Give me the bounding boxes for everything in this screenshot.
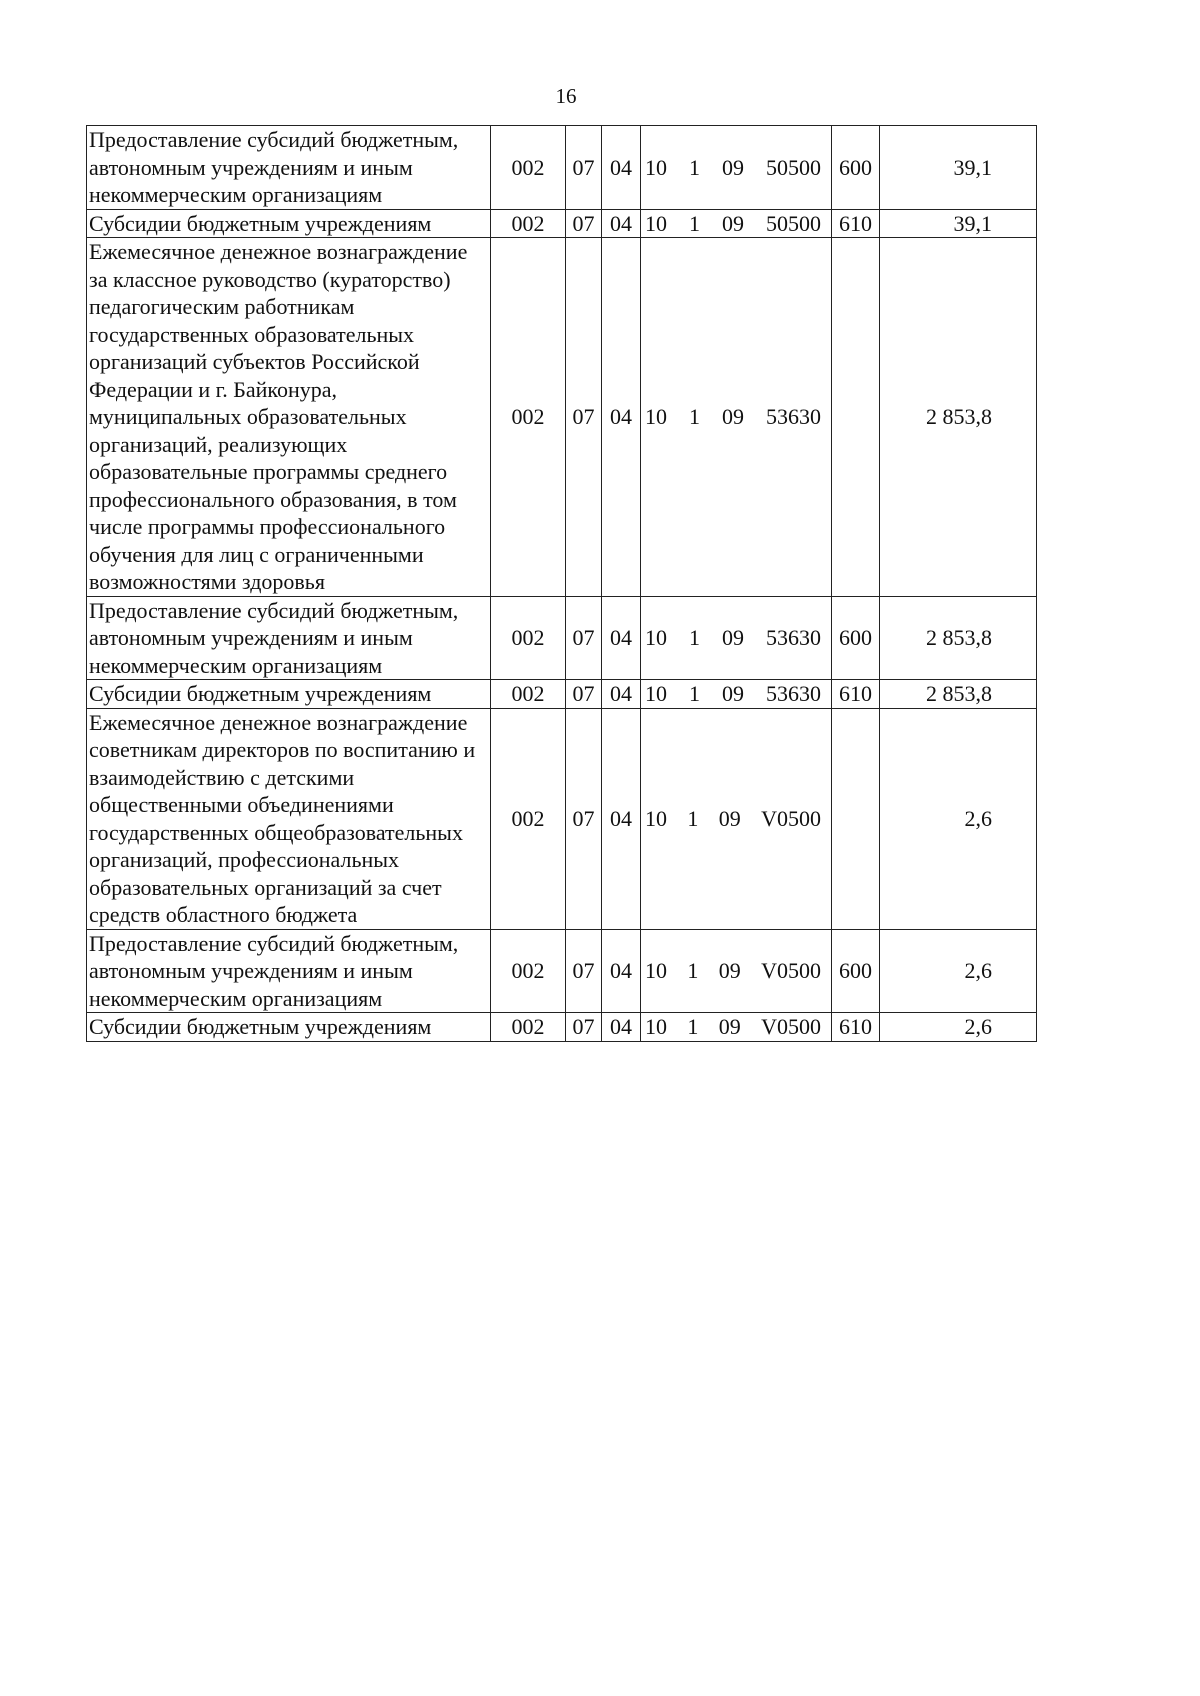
row-target-article bbox=[641, 1013, 832, 1042]
target-subprogram: 1 bbox=[689, 154, 700, 180]
target-event: 09 bbox=[718, 1014, 741, 1039]
target-program: 10 bbox=[645, 1014, 667, 1039]
target-event: 09 bbox=[722, 154, 744, 180]
target-direction: V0500 bbox=[761, 1014, 821, 1039]
table-row bbox=[87, 1013, 1037, 1042]
target-direction: V0500 bbox=[761, 958, 821, 983]
target-program: 10 bbox=[645, 805, 667, 831]
row-subsection: 04 bbox=[602, 708, 641, 929]
row-ved: 002 bbox=[491, 1013, 566, 1042]
row-ved: 002 bbox=[491, 929, 566, 1013]
row-subsection: 04 bbox=[602, 929, 641, 1013]
row-name: Предоставление субсидий бюджетным, автономным учреждениям и иным некоммерческим организациям bbox=[87, 596, 491, 680]
target-program: 10 bbox=[645, 154, 667, 180]
row-section: 07 bbox=[566, 708, 602, 929]
row-name: Ежемесячное денежное вознаграждение советникам директоров по воспитанию и взаимодействию с детскими общественными объединениями государственных общеобразовательных организаций, профессиональных образовательных организаций за счет средств областного бюджета bbox=[87, 708, 491, 929]
row-subsection: 04 bbox=[602, 126, 641, 210]
target-program: 10 bbox=[645, 958, 667, 983]
target-subprogram: 1 bbox=[687, 1014, 699, 1039]
target-event: 09 bbox=[722, 404, 744, 429]
row-subsection: 04 bbox=[602, 238, 641, 597]
target-direction: 53630 bbox=[766, 404, 821, 429]
row-name: Предоставление субсидий бюджетным, автономным учреждениям и иным некоммерческим организациям bbox=[87, 929, 491, 1013]
row-ved: 002 bbox=[491, 680, 566, 709]
row-section: 07 bbox=[566, 1013, 602, 1042]
row-ved: 002 bbox=[491, 596, 566, 680]
row-amount: 2,6 bbox=[880, 929, 1037, 1013]
target-direction: 53630 bbox=[766, 625, 821, 650]
row-expense-type bbox=[832, 708, 880, 929]
row-target-article bbox=[641, 238, 832, 597]
row-section: 07 bbox=[566, 680, 602, 709]
table-row bbox=[87, 209, 1037, 238]
row-ved: 002 bbox=[491, 209, 566, 238]
target-event: 09 bbox=[722, 210, 744, 236]
row-name: Предоставление субсидий бюджетным, автономным учреждениям и иным некоммерческим организациям bbox=[87, 126, 491, 210]
table-row bbox=[87, 126, 1037, 210]
target-program: 10 bbox=[645, 681, 667, 706]
row-target-article bbox=[641, 708, 832, 929]
target-subprogram: 1 bbox=[689, 210, 700, 236]
row-section: 07 bbox=[566, 209, 602, 238]
row-section: 07 bbox=[566, 126, 602, 210]
row-section: 07 bbox=[566, 929, 602, 1013]
page-number: 16 bbox=[555, 84, 577, 108]
target-subprogram: 1 bbox=[689, 625, 700, 650]
row-amount: 39,1 bbox=[880, 209, 1037, 238]
table-row bbox=[87, 708, 1037, 929]
table-row bbox=[87, 929, 1037, 1013]
row-section: 07 bbox=[566, 238, 602, 597]
target-subprogram: 1 bbox=[689, 404, 700, 429]
row-expense-type: 600 bbox=[832, 596, 880, 680]
target-direction: 50500 bbox=[766, 210, 821, 236]
row-expense-type: 600 bbox=[832, 126, 880, 210]
target-event: 09 bbox=[722, 625, 744, 650]
row-expense-type bbox=[832, 238, 880, 597]
target-subprogram: 1 bbox=[689, 681, 700, 706]
row-amount: 2 853,8 bbox=[880, 238, 1037, 597]
target-event: 09 bbox=[718, 958, 741, 983]
table-row bbox=[87, 596, 1037, 680]
row-name: Субсидии бюджетным учреждениям bbox=[87, 1013, 491, 1042]
row-expense-type: 610 bbox=[832, 209, 880, 238]
row-subsection: 04 bbox=[602, 680, 641, 709]
row-subsection: 04 bbox=[602, 596, 641, 680]
row-amount: 2,6 bbox=[880, 708, 1037, 929]
row-target-article bbox=[641, 209, 832, 238]
row-amount: 2 853,8 bbox=[880, 596, 1037, 680]
target-program: 10 bbox=[645, 404, 667, 429]
row-target-article bbox=[641, 126, 832, 210]
target-subprogram: 1 bbox=[687, 958, 699, 983]
row-ved: 002 bbox=[491, 126, 566, 210]
row-name: Субсидии бюджетным учреждениям bbox=[87, 680, 491, 709]
row-target-article bbox=[641, 596, 832, 680]
row-amount: 2 853,8 bbox=[880, 680, 1037, 709]
row-subsection: 04 bbox=[602, 1013, 641, 1042]
row-name: Субсидии бюджетным учреждениям bbox=[87, 209, 491, 238]
row-target-article bbox=[641, 680, 832, 709]
budget-table bbox=[86, 125, 1037, 1042]
table-body bbox=[87, 126, 1037, 1042]
target-event: 09 bbox=[722, 681, 744, 706]
table-row bbox=[87, 680, 1037, 709]
row-subsection: 04 bbox=[602, 209, 641, 238]
row-ved: 002 bbox=[491, 238, 566, 597]
row-section: 07 bbox=[566, 596, 602, 680]
row-target-article bbox=[641, 929, 832, 1013]
row-expense-type: 610 bbox=[832, 680, 880, 709]
target-direction: V0500 bbox=[761, 805, 821, 831]
row-expense-type: 600 bbox=[832, 929, 880, 1013]
target-subprogram: 1 bbox=[687, 805, 699, 831]
row-expense-type: 610 bbox=[832, 1013, 880, 1042]
row-ved: 002 bbox=[491, 708, 566, 929]
row-amount: 39,1 bbox=[880, 126, 1037, 210]
target-direction: 50500 bbox=[766, 154, 821, 180]
target-program: 10 bbox=[645, 625, 667, 650]
target-event: 09 bbox=[718, 805, 741, 831]
target-direction: 53630 bbox=[766, 681, 821, 706]
row-name: Ежемесячное денежное вознаграждение за классное руководство (кураторство) педагогическим работникам государственных образовательных организаций субъектов Российской Федерации и г. Байконура, муниципальных образовательных организаций, реализующих образовательные программы среднего профессионального образования, в том числе программы профессионального обучения для лиц с ограниченными возможностями здоровья bbox=[87, 238, 491, 597]
row-amount: 2,6 bbox=[880, 1013, 1037, 1042]
target-program: 10 bbox=[645, 210, 667, 236]
table-row bbox=[87, 238, 1037, 597]
